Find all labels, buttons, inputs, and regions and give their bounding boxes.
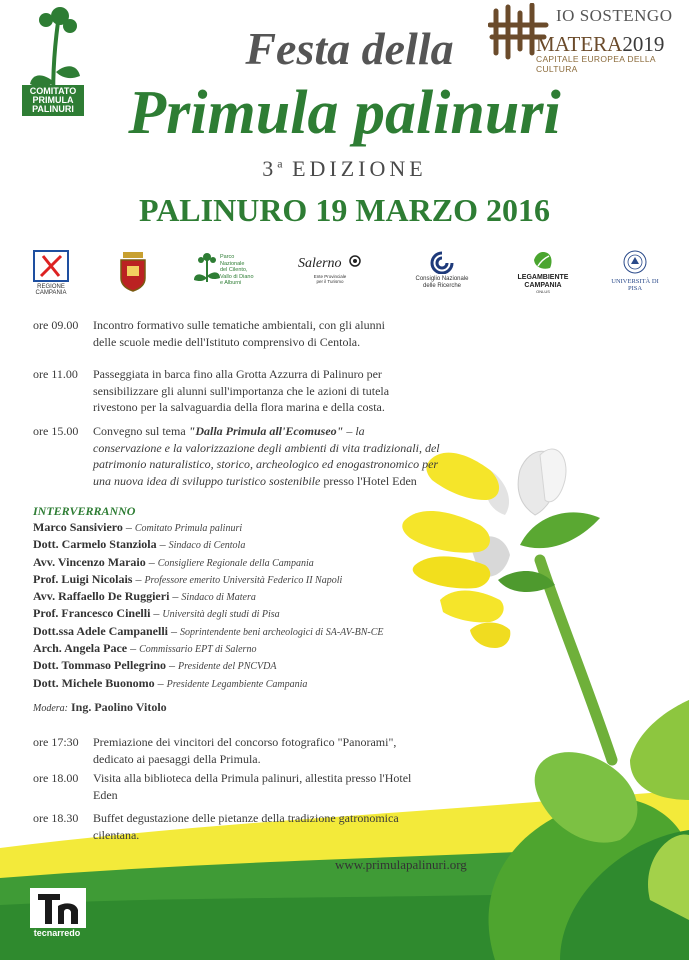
pisa-label: UNIVERSITÀ DI PISA <box>611 278 659 292</box>
program-time-1730: ore 17:30 <box>33 735 79 749</box>
cnr-text <box>412 276 472 290</box>
tecnarredo-logo-icon <box>30 888 86 928</box>
salerno-sub <box>296 274 364 284</box>
program-1800-line1: Visita alla biblioteca della Primula palinuri, allestita presso l'Hotel <box>93 771 412 785</box>
logo-parco-nazionale <box>192 250 254 292</box>
edition-number: 3 <box>262 156 278 181</box>
speaker-name: Prof. Luigi Nicolais <box>33 572 133 586</box>
program-time-1830: ore 18.30 <box>33 811 79 825</box>
flower-stem <box>540 560 612 760</box>
speaker-name: Dott. Carmelo Stanziola <box>33 537 157 551</box>
speaker-role: Sindaco di Centola <box>168 540 246 551</box>
logo-salerno-ept <box>296 250 364 292</box>
convegno-line2: conservazione e la valorizzazione degli ambienti di vita tradizionali, del <box>93 440 440 455</box>
program-1100-line1: Passeggiata in barca fino alla Grotta Azzurra di Palinuro per <box>93 367 382 381</box>
parco-line2: del Cilento, <box>220 267 248 273</box>
speaker-row: Marco Sansiviero – Comitato Primula palinuri <box>33 520 243 534</box>
speaker-row: Avv. Raffaello De Ruggieri – Sindaco di Matera <box>33 589 256 603</box>
speaker-row: Prof. Francesco Cinelli – Università degli studi di Pisa <box>33 606 280 620</box>
matera-year: 2019 <box>622 32 665 56</box>
legambiente-text <box>517 274 569 289</box>
program-1100-line2: sensibilizzare gli alunni sull'importanza che le azioni di tutela <box>93 383 390 398</box>
cnr-line1: Consiglio Nazionale <box>415 276 469 282</box>
program-desc-1830 <box>93 810 468 843</box>
cnr-icon <box>429 250 455 274</box>
matera-city: MATERA <box>536 32 623 56</box>
program-desc-1800 <box>93 770 468 803</box>
speaker-role: Commissario EPT di Salerno <box>139 644 257 655</box>
crest-icon <box>117 250 149 292</box>
parco-line4: e Alburni <box>220 280 242 286</box>
salerno-wordmark: Salerno <box>298 256 342 271</box>
salerno-sub2: per il Turismo <box>316 279 344 284</box>
event-date: PALINURO 19 MARZO 2016 <box>139 192 550 228</box>
convegno-prefix: Convegno sul tema <box>93 424 189 438</box>
logo-cnr <box>412 250 472 292</box>
program-time-1100: ore 11.00 <box>33 367 78 381</box>
program-desc-1730 <box>93 734 468 767</box>
speaker-row: Dott. Carmelo Stanziola – Sindaco di Centola <box>33 537 246 551</box>
speaker-row: Avv. Vincenzo Maraio – Consigliere Regionale della Campania <box>33 555 314 569</box>
logo-centola-crest <box>117 250 149 292</box>
convegno-line4 <box>93 473 468 490</box>
tecnarredo-label: tecnarredo <box>33 928 81 938</box>
speaker-role: Soprintendente beni archeologici di SA-AV-BN-CE <box>180 627 384 638</box>
moderator-name: Ing. Paolino Vitolo <box>71 700 167 714</box>
legambiente-line1: LEGAMBIENTE <box>517 274 569 281</box>
program-1830-line1: Buffet degustazione delle pietanze della tradizione gatronomica <box>93 811 399 825</box>
comitato-line2: PRIMULA <box>32 95 74 105</box>
speaker-row: Dott.ssa Adele Campanelli – Soprintendente beni archeologici di SA-AV-BN-CE <box>33 624 384 638</box>
legambiente-sub: ONLUS <box>536 289 550 294</box>
speaker-row: Dott. Tommaso Pellegrino – Presidente del PNCVDA <box>33 658 277 672</box>
speaker-name: Marco Sansiviero <box>33 520 123 534</box>
title-line2: Primula palinuri <box>128 79 561 147</box>
program-0900-line1: Incontro formativo sulle tematiche ambientali, con gli alunni <box>93 318 385 332</box>
speaker-role: Consigliere Regionale della Campania <box>157 558 314 569</box>
interverranno-heading: INTERVERRANNO <box>33 504 136 518</box>
speaker-name: Dott.ssa Adele Campanelli <box>33 624 168 638</box>
program-desc-0900 <box>93 317 468 350</box>
salerno-sub1: Ente Provinciale <box>313 274 347 279</box>
speaker-name: Prof. Francesco Cinelli <box>33 606 151 620</box>
logo-regione-campania <box>33 250 69 296</box>
bud-white-2 <box>540 449 566 502</box>
salerno-sun-icon <box>348 254 362 268</box>
speaker-name: Avv. Vincenzo Maraio <box>33 555 146 569</box>
flower-yellow-4 <box>440 591 504 623</box>
edition-sup: a <box>277 156 283 171</box>
convegno-line1 <box>93 423 468 440</box>
program-time-0900: ore 09.00 <box>33 318 79 332</box>
speaker-role: Comitato Primula palinuri <box>134 523 243 534</box>
parco-text <box>220 254 254 287</box>
logo-universita-pisa <box>606 250 664 292</box>
speaker-name: Avv. Raffaello De Ruggieri <box>33 589 170 603</box>
campania-emblem-icon <box>33 250 69 282</box>
campania-label: REGIONE CAMPANIA <box>35 284 67 296</box>
program-time-1800: ore 18.00 <box>33 771 79 785</box>
matera-tagline: CAPITALE EUROPEA DELLA CULTURA <box>536 54 656 74</box>
speaker-role: Professore emerito Università Federico II Napoli <box>144 575 343 586</box>
website-link[interactable]: www.primulapalinuri.org <box>335 857 467 872</box>
convegno-l4-rest: presso l'Hotel Eden <box>320 473 417 488</box>
convegno-line3: patrimonio naturalistico, storico, archeologico ed enogastronomico per <box>93 457 439 471</box>
moderator-line <box>33 700 167 715</box>
legambiente-line2: CAMPANIA <box>524 281 562 289</box>
logo-legambiente <box>517 250 569 292</box>
speaker-row: Arch. Angela Pace – Commissario EPT di Salerno <box>33 641 257 655</box>
flower-yellow-5 <box>470 623 510 649</box>
program-1730-line2: dedicato ai paesaggi della Primula. <box>93 751 261 766</box>
flower-yellow-2 <box>402 511 490 553</box>
edition-word: EDIZIONE <box>292 156 427 181</box>
program-1100-line3: rivestono per la salvaguardia della flora marina e della costa. <box>93 400 385 414</box>
program-0900-line2: delle scuole medie dell'Istituto comprensivo di Centola. <box>93 334 361 349</box>
moderator-label: Modera: <box>33 703 68 714</box>
legambiente-leaf-icon <box>532 250 554 272</box>
edition-label <box>0 156 689 182</box>
parco-line1: Parco Nazionale <box>220 254 245 267</box>
speaker-role: Università degli studi di Pisa <box>162 609 280 620</box>
speaker-role: Presidente del PNCVDA <box>178 661 277 672</box>
program-1800-line2: Eden <box>93 787 118 802</box>
program-1730-line1: Premiazione dei vincitori del concorso fotografico "Panorami", <box>93 735 397 749</box>
matera-sostengo-text: IO SOSTENGO <box>556 6 673 25</box>
speaker-role: Presidente Legambiente Campania <box>166 679 308 690</box>
speaker-row: Prof. Luigi Nicolais – Professore emerito Università Federico II Napoli <box>33 572 343 586</box>
speaker-name: Dott. Tommaso Pellegrino <box>33 658 166 672</box>
comitato-line1: COMITATO <box>29 86 77 96</box>
leaf-right <box>630 700 689 800</box>
speaker-row: Dott. Michele Buonomo – Presidente Legambiente Campania <box>33 676 308 690</box>
program-time-1500: ore 15.00 <box>33 424 79 438</box>
parco-line3: Vallo di Diano <box>220 273 254 280</box>
pisa-seal-icon <box>623 250 647 274</box>
program-1830-line2: cilentana. <box>93 827 140 842</box>
leaf-small-1 <box>520 512 600 548</box>
convegno-theme: "Dalla Primula all'Ecomuseo" <box>188 424 344 438</box>
parco-flower-icon <box>192 250 222 284</box>
comitato-line3: PALINURI <box>32 104 74 114</box>
speaker-role: Sindaco di Matera <box>181 592 256 603</box>
program-desc-1100 <box>93 366 468 416</box>
cnr-line2: delle Ricerche <box>422 283 462 289</box>
convegno-l1-rest: – la <box>343 424 365 438</box>
speaker-name: Dott. Michele Buonomo <box>33 676 155 690</box>
title-line1: Festa della <box>245 23 454 74</box>
speaker-name: Arch. Angela Pace <box>33 641 128 655</box>
convegno-l4-italic: una nuova idea di sviluppo turistico sostenibile <box>93 473 321 488</box>
program-desc-1500 <box>93 423 468 489</box>
